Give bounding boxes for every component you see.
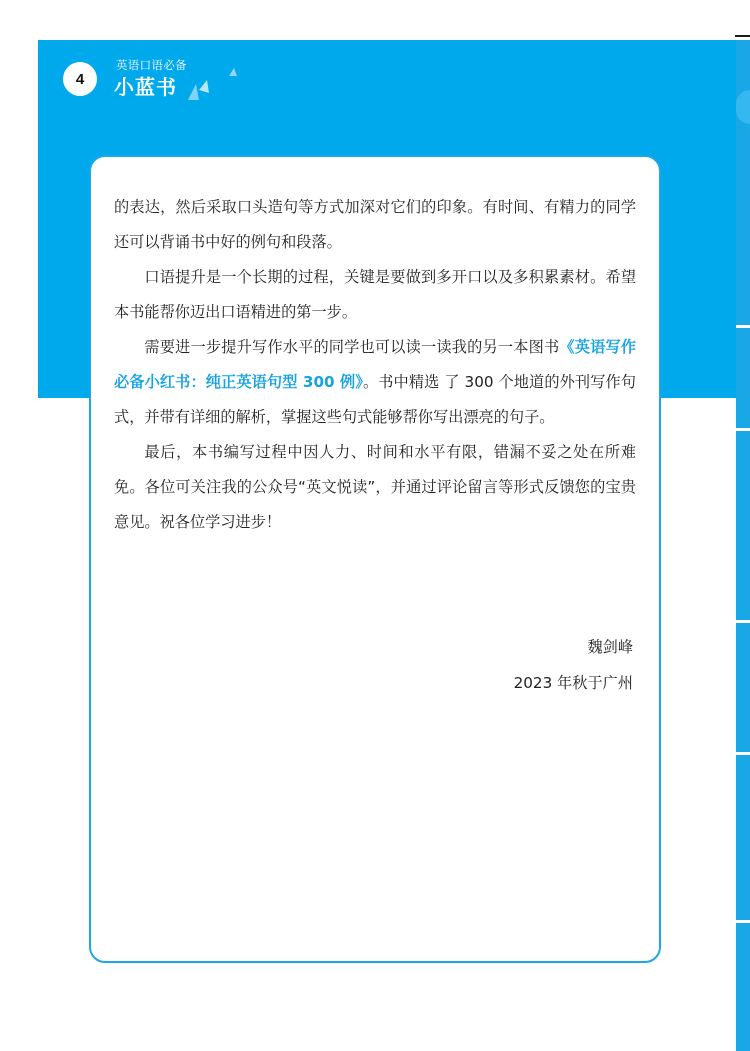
series-name: 英语口语必备 bbox=[116, 58, 187, 72]
paragraph: 最后，本书编写过程中因人力、时间和水平有限，错漏不妥之处在所难免。各位可关注我的公众号“英文悦读”，并通过评论留言等形式反馈您的宝贵意见。祝各位学习进步！ bbox=[114, 443, 636, 531]
author-signature: 魏剑峰 bbox=[587, 638, 633, 656]
triangle-decoration-icon bbox=[185, 60, 245, 105]
paragraph-text: 需要进一步提升写作水平的同学也可以读一读我的另一本图书 bbox=[144, 338, 560, 356]
edge-notch bbox=[736, 752, 750, 755]
paragraph-text: 。书中精选 了 300 个地道的外刊写作句式，并带有详细的解析，掌握这些句式能够帮你写出漂亮的句子。 bbox=[114, 373, 636, 426]
book-title-link: 《英语写作必备小红书：纯正英语句型 300 例》 bbox=[114, 338, 637, 391]
edge-notch bbox=[736, 428, 750, 431]
top-edge-rule bbox=[735, 35, 750, 37]
paragraph: 的表达，然后采取口头造句等方式加深对它们的印象。有时间、有精力的同学还可以背诵书中好的例句和段落。 bbox=[114, 198, 636, 251]
right-edge-strip bbox=[736, 40, 750, 1051]
edge-notch bbox=[736, 325, 750, 328]
signature-date: 2023 年秋于广州 bbox=[513, 674, 633, 692]
preface-text bbox=[114, 190, 636, 540]
brand-title: 小蓝书 bbox=[114, 75, 177, 99]
edge-tab bbox=[736, 90, 750, 124]
edge-notch bbox=[736, 920, 750, 923]
paragraph-with-book-reference bbox=[114, 330, 636, 435]
paragraph: 口语提升是一个长期的过程，关键是要做到多开口以及多积累素材。希望本书能帮你迈出口语精进的第一步。 bbox=[114, 268, 636, 321]
edge-notch bbox=[736, 620, 750, 623]
page-number: 4 bbox=[63, 62, 97, 96]
